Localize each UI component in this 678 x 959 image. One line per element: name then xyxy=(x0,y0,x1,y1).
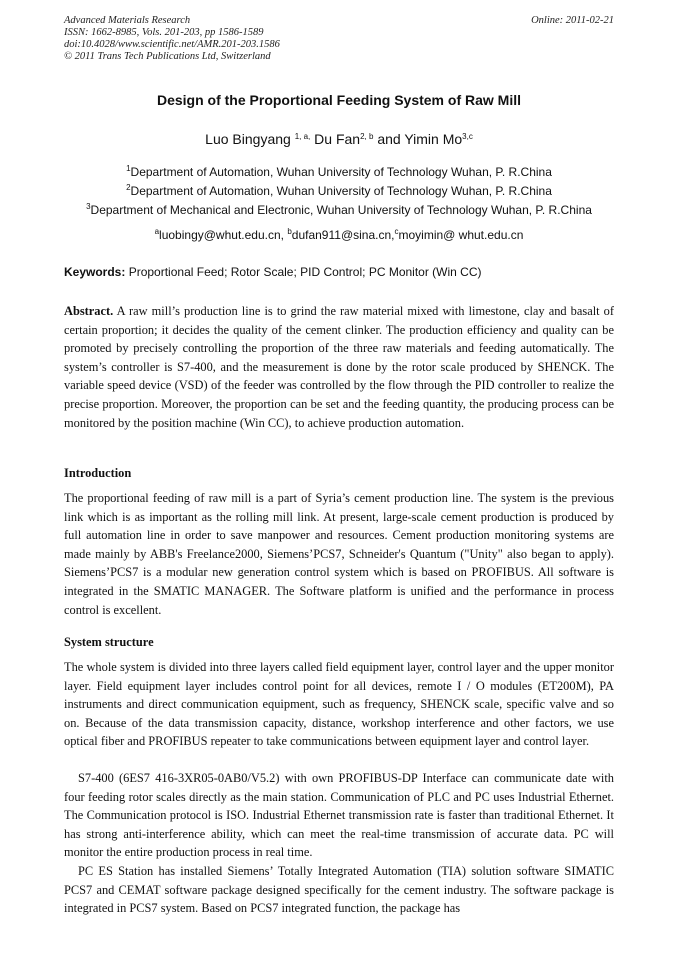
affiliation-3 xyxy=(0,203,678,217)
keywords xyxy=(64,265,614,279)
keywords-text: Proportional Feed; Rotor Scale; PID Control; PC Monitor (Win CC) xyxy=(128,265,482,279)
system-structure-heading: System structure xyxy=(64,635,154,649)
email-sup: a xyxy=(154,227,160,236)
journal-name: Advanced Materials Research xyxy=(64,15,191,26)
affiliation-text: Department of Mechanical and Electronic, Wuhan University of Technology Wuhan, P. R.China xyxy=(90,203,592,217)
online-date: Online: 2011-02-21 xyxy=(531,15,614,26)
affiliation-sup: 2 xyxy=(126,183,131,192)
paper-title: Design of the Proportional Feeding System of Raw Mill xyxy=(156,92,522,108)
author-line xyxy=(0,131,678,147)
email-link[interactable]: moyimin@ whut.edu.cn xyxy=(398,228,524,242)
journal-doi: doi:10.4028/www.scientific.net/AMR.201-203.1586 xyxy=(64,39,280,50)
affiliation-sup: 1 xyxy=(126,164,131,173)
affiliation-text: Department of Automation, Wuhan University of Technology Wuhan, P. R.China xyxy=(130,165,552,179)
journal-copyright: © 2011 Trans Tech Publications Ltd, Switzerland xyxy=(64,51,271,62)
abstract-text: A raw mill’s production line is to grind the raw material mixed with limestone, clay and basalt of certain proportion; it decides the quality of the cement clinker. The production efficiency and quality can be promoted by precisely controlling the proportion of the three raw materials and feeding automatically. The system’s controller is S7-400, and the measurement is done by the rotor scale produced by SHENCK. The variable speed device (VSD) of the feeder was controlled by the flow through the PID controller to realize the precise proportion. Moreover, the proportion can be set and the feeding quantity, the producing process can be monitored by the position machine (Win CC), to achieve production automation. xyxy=(64,304,614,430)
affiliation-sup: 3 xyxy=(86,202,91,211)
author-name: Luo Bingyang xyxy=(205,131,291,147)
email-line xyxy=(0,228,678,242)
abstract xyxy=(64,302,614,432)
author-affil-sup: 2, b xyxy=(360,132,374,141)
email-link[interactable]: luobingy@whut.edu.cn, xyxy=(159,228,284,242)
author-name: and Yimin Mo xyxy=(377,131,463,147)
email-sup: b xyxy=(287,227,292,236)
author-affil-sup: 1, a, xyxy=(294,132,311,141)
system-structure-paragraph-3: PC ES Station has installed Siemens’ Totally Integrated Automation (TIA) solution software SIMATIC PCS7 and CEMAT software package designed specifically for the cement industry. The software package is integrated in PCS7 system. Based on PCS7 integrated function, the package has xyxy=(64,864,614,916)
affiliation-text: Department of Automation, Wuhan University of Technology Wuhan, P. R.China xyxy=(130,184,552,198)
affiliation-1 xyxy=(0,165,678,179)
email-link[interactable]: dufan911@sina.cn, xyxy=(291,228,395,242)
journal-header xyxy=(64,15,614,63)
author-name: Du Fan xyxy=(314,131,361,147)
keywords-label: Keywords: xyxy=(64,265,126,279)
author-affil-sup: 3,c xyxy=(462,132,473,141)
journal-issn: ISSN: 1662-8985, Vols. 201-203, pp 1586-1589 xyxy=(64,27,264,38)
abstract-label: Abstract. xyxy=(64,304,114,318)
system-structure-paragraph-1: The whole system is divided into three layers called field equipment layer, control layer and the upper monitor layer. Field equipment layer includes control point for all devices, remote I / O modules (ET200M), PA instruments and direct communication equipment, such as frequency, SHENCK scale, specific valve and so on. Because of the data transmission capacity, distance, workshop interference and other factors, we use optical fiber and PROFIBUS repeater to take communications between equipment layer and control layer. xyxy=(64,660,614,749)
introduction-heading: Introduction xyxy=(64,466,132,480)
affiliation-2 xyxy=(0,184,678,198)
email-sup: c xyxy=(394,227,399,236)
introduction-text: The proportional feeding of raw mill is a part of Syria’s cement production line. The system is the previous link which is as important as the rolling mill link. At present, large-scale cement production is produced by full automation line in order to save manpower and resources. Cement production monitoring systems are made mainly by ABB's Freelance2000, Siemens’PCS7, Schneider's Quantum ("Unity" also began to apply). Siemens’PCS7 is a modular new generation control system which is based on PROFIBUS. All software is integrated in the SMATIC MANAGER. The Software platform is unified and the performance in process control is excellent. xyxy=(64,491,614,617)
system-structure-paragraph-2: S7-400 (6ES7 416-3XR05-0AB0/V5.2) with own PROFIBUS-DP Interface can communicate date with four feeding rotor scales directly as the main station. Communication of PLC and PC uses Industrial Ethernet. The Communication protocol is ISO. Industrial Ethernet transmission rate is faster than traditional Ethernet. It has strong anti-interference ability, which can meet the real-time transmission of accurate data. PC will monitor the entire production process in real time. xyxy=(64,771,614,860)
